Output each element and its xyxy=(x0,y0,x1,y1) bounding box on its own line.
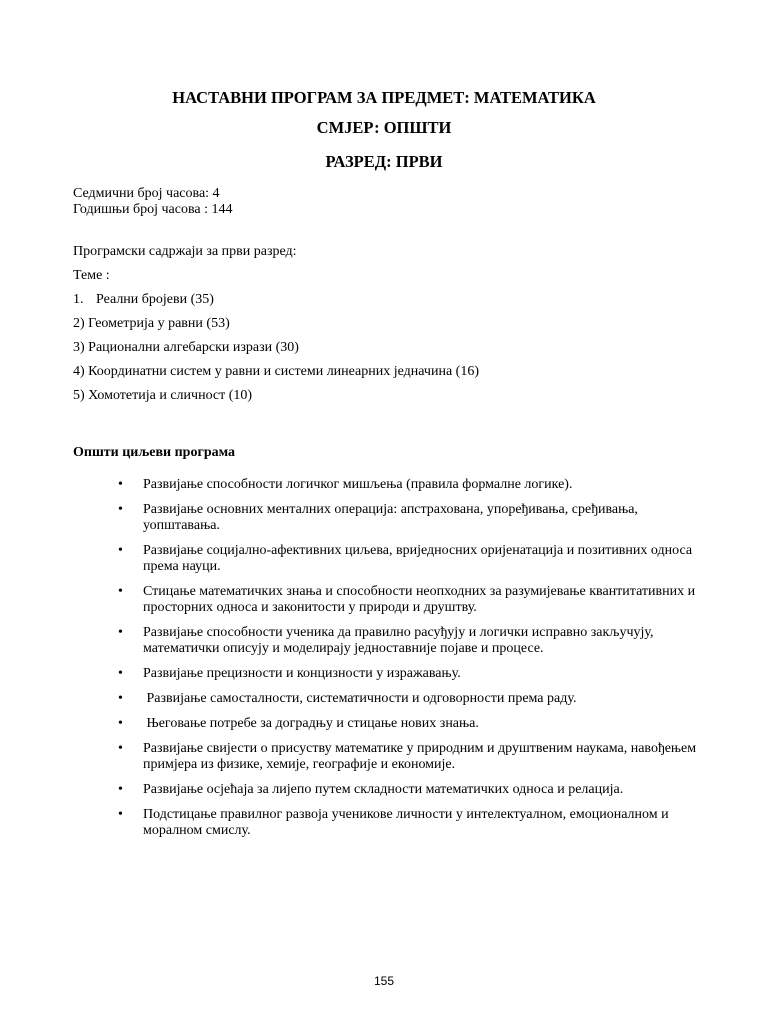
goal-item xyxy=(118,543,708,575)
hours-block xyxy=(73,186,232,218)
bullet-icon: • xyxy=(118,543,123,558)
topic-number: 1. xyxy=(73,292,84,307)
goal-text: Развијање прецизности и концизности у изражавању. xyxy=(143,666,461,681)
yearly-hours: Годишњи број часова : 144 xyxy=(73,202,233,217)
bullet-icon: • xyxy=(118,477,123,492)
document-subtitle-grade: РАЗРЕД: ПРВИ xyxy=(325,152,443,171)
topic-item xyxy=(73,340,479,364)
goal-text: Стицање математичких знања и способности неопходних за разумијевање квантитативних и просторних односа и законитости у природи и друштву. xyxy=(143,584,696,615)
goal-text: Подстицање правилног развоја ученикове личности у интелектуалном, емоционалном и моралном смислу. xyxy=(143,807,669,838)
document-title: НАСТАВНИ ПРОГРАМ ЗА ПРЕДМЕТ: МАТЕМАТИКА xyxy=(172,88,596,107)
bullet-icon: • xyxy=(118,584,123,599)
topic-item xyxy=(73,388,479,412)
goal-text: Његовање потребе за доградњу и стицање нових знања. xyxy=(143,716,479,731)
themes-label: Теме : xyxy=(73,268,110,283)
goal-text: Развијање способности ученика да правилно расуђују и логички исправно закључују, математички описују и моделирају једноставније појаве и процесе. xyxy=(143,625,654,656)
goal-item xyxy=(118,807,708,839)
document-subtitle-track: СМЈЕР: ОПШТИ xyxy=(316,118,452,137)
topic-label: 2) Геометрија у равни (53) xyxy=(73,316,230,331)
goal-item xyxy=(118,716,708,732)
bullet-icon: • xyxy=(118,716,123,731)
goals-heading: Општи циљеви програма xyxy=(73,445,236,460)
topic-item xyxy=(73,316,479,340)
topic-label: Реални бројеви (35) xyxy=(96,292,214,307)
bullet-icon: • xyxy=(118,666,123,681)
goal-item xyxy=(118,691,708,707)
page-number: 155 xyxy=(373,974,395,988)
bullet-icon: • xyxy=(118,782,123,797)
bullet-icon: • xyxy=(118,741,123,756)
topics-list xyxy=(73,292,479,412)
goal-item xyxy=(118,782,708,798)
topic-item xyxy=(73,292,479,316)
bullet-icon: • xyxy=(118,807,123,822)
bullet-icon: • xyxy=(118,502,123,517)
topic-label: 5) Хомотетија и сличност (10) xyxy=(73,388,253,403)
goal-text: Развијање осјећаја за лијепо путем складности математичких односа и релација. xyxy=(143,782,624,797)
goal-text: Развијање основних менталних операција: апстрахована, упоређивања, сређивања, уопштавања. xyxy=(143,502,638,533)
bullet-icon: • xyxy=(118,625,123,640)
goal-item xyxy=(118,584,708,616)
goal-text: Развијање свијести о присуству математике у природним и друштвеним наукама, навођењем примјера из физике, хемије, географије и економије. xyxy=(143,741,697,772)
topic-item xyxy=(73,364,479,388)
topic-label: 3) Рационални алгебарски изрази (30) xyxy=(73,340,299,355)
goal-text: Развијање социјално-афективних циљева, вриједносних оријенатација и позитивних односа према науци. xyxy=(143,543,693,574)
goal-item xyxy=(118,625,708,657)
goal-item xyxy=(118,741,708,773)
program-intro: Програмски садржаји за први разред: xyxy=(73,244,297,259)
goal-text: Развијање способности логичког мишљења (правила формалне логике). xyxy=(143,477,573,492)
topic-label: 4) Координатни систем у равни и системи линеарних једначина (16) xyxy=(73,364,479,379)
weekly-hours: Седмични број часова: 4 xyxy=(73,186,220,201)
goal-item xyxy=(118,502,708,534)
goal-text: Развијање самосталности, систематичности и одговорности према раду. xyxy=(143,691,577,706)
goals-list xyxy=(118,477,708,848)
goal-item xyxy=(118,477,708,493)
bullet-icon: • xyxy=(118,691,123,706)
goal-item xyxy=(118,666,708,682)
